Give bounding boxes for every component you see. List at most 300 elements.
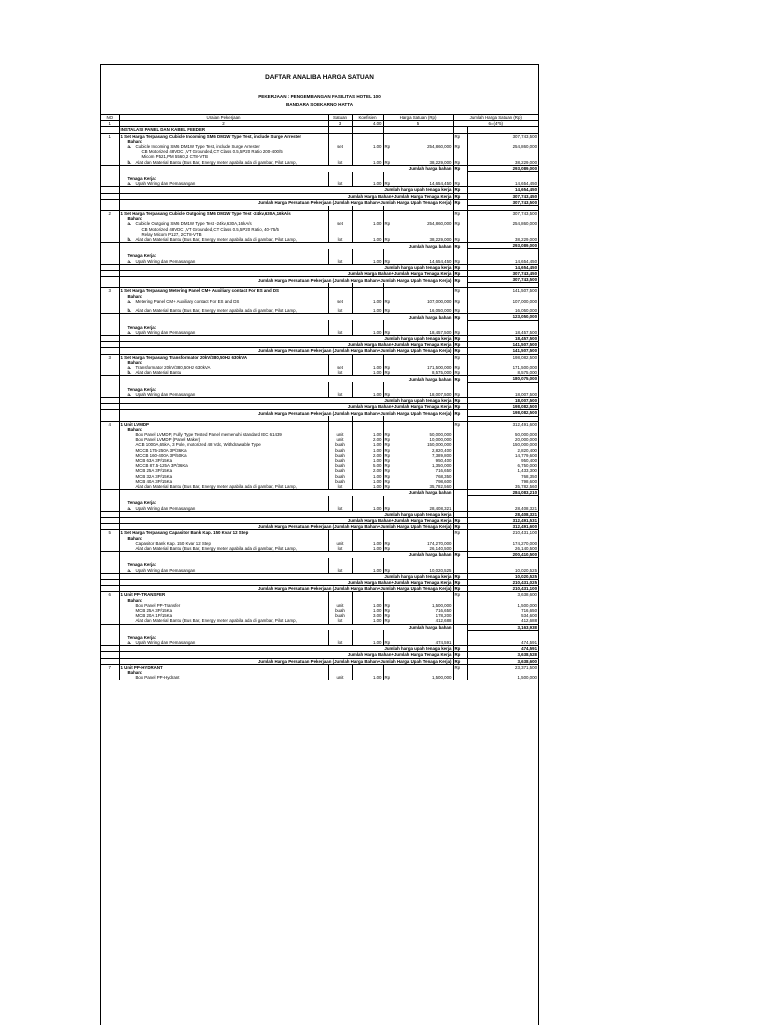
detail-text: CB Motorized 48VDC ,VT Grounded,CT Class 0.5,5P20 Ratio, 40-75/5	[119, 227, 328, 232]
line-total-currency	[453, 675, 467, 680]
price-value: 716,650	[435, 468, 452, 474]
subtotal-label: Jumlah harga bahan	[119, 490, 453, 496]
line-unit: lot	[328, 308, 352, 314]
line-total: 1,500,000	[467, 603, 538, 608]
group-label: Bahan:	[119, 139, 328, 144]
subtotal-value: 10,020,525	[467, 573, 538, 579]
subtotal-label: Jumlah harga upah tenaga kerja	[119, 397, 453, 403]
price-value: 768,350	[435, 473, 452, 479]
subtotal-value: 307,743,450	[467, 193, 538, 199]
price-value: 254,860,000	[427, 221, 452, 227]
table-body	[101, 127, 538, 681]
price-currency: Rp	[384, 483, 391, 489]
price-currency: Rp	[384, 364, 391, 370]
item-currency: Rp	[453, 133, 467, 139]
subtotal-currency: Rp	[453, 264, 467, 270]
price-currency: Rp	[384, 237, 391, 243]
item-description: 1 Set Harga Terpasang Cubicle Outgoing SM6 DM1W Type Test -24kv,630A,16kA/s	[119, 211, 328, 217]
line-text: MCCB 160-400A 3P/50Ka	[135, 452, 187, 458]
subtotal-currency: Rp	[453, 342, 467, 348]
line-total: 534,600	[467, 613, 538, 618]
line-total: 16,050,000	[467, 308, 538, 314]
line-description	[119, 618, 328, 624]
line-coefficient: 2.00	[352, 468, 383, 473]
group-label: Tenaga Kerja:	[119, 387, 328, 392]
line-unit: lot	[328, 392, 352, 398]
line-coefficient: 1.00	[352, 546, 383, 552]
line-total: 18,007,500	[467, 392, 538, 398]
header-jumlah: Jumlah Harga Satuan (Rp)	[453, 115, 538, 121]
line-unit: lot	[328, 546, 352, 552]
item-currency: Rp	[453, 421, 467, 427]
subtotal-label: Jumlah Harga Bahan+Jumlah Harga Tenaga Kerja	[119, 271, 453, 277]
line-coefficient: 1.00	[352, 640, 383, 646]
line-total: 14,654,450	[467, 259, 538, 265]
subtotal-currency: Rp	[453, 518, 467, 524]
price-currency: Rp	[384, 308, 391, 314]
subtotal-label: Jumlah Harga Bahan+Jumlah Harga Tenaga Kerja	[119, 404, 453, 410]
line-description	[119, 546, 328, 552]
line-coefficient: 1.00	[352, 608, 383, 613]
line-text: MCB 40A 3P/15Ka	[135, 478, 173, 484]
subtotal-value: 210,431,025	[467, 580, 538, 586]
group-label: Tenaga Kerja:	[119, 500, 328, 505]
item-number: 7	[101, 664, 119, 670]
line-unit: buah	[328, 458, 352, 463]
item-total: 307,743,500	[467, 211, 538, 217]
item-description: 1 Set Harga Terpasang Transformator 20kV/380,50Hz 630kVA	[119, 354, 328, 360]
subtotal-currency: Rp	[453, 348, 467, 354]
group-label: Bahan:	[119, 598, 328, 603]
subtotal-label: Jumlah Harga Persatuan Pekerjaan (Jumlah Harga Bahan+Jumlah Harga Upah Tenaga Kerja)	[119, 199, 453, 205]
subtotal-label: Jumlah Harga Bahan+Jumlah Harga Tenaga Kerja	[119, 652, 453, 658]
price-currency: Rp	[384, 442, 391, 448]
line-unit: set	[328, 221, 352, 226]
header-col-5: 5	[383, 121, 453, 127]
line-total: 18,457,500	[467, 330, 538, 336]
header-col-3: 3	[328, 121, 352, 127]
line-coefficient: 1.00	[352, 479, 383, 484]
line-total-currency: Rp	[453, 392, 467, 398]
price-value: 18,457,500	[429, 329, 452, 335]
line-total-currency: Rp	[453, 181, 467, 187]
line-unit: lot	[328, 330, 352, 336]
line-unit: lot	[328, 237, 352, 243]
line-text: MCB 25A 3P/15Ka	[135, 468, 173, 474]
line-total: 10,020,525	[467, 568, 538, 574]
price-currency: Rp	[384, 602, 391, 608]
subtotal-currency: Rp	[453, 187, 467, 193]
price-currency: Rp	[384, 258, 391, 264]
item-description: 1 Unit PP-HYDRANT	[119, 664, 328, 670]
line-text: Box Panel PP-Hydrant	[135, 675, 180, 681]
header-col-6: 6=(4*5)	[453, 121, 538, 127]
price-value: 798,600	[435, 478, 452, 484]
header-no: NO	[101, 115, 119, 121]
line-coefficient: 1.00	[352, 675, 383, 680]
line-total: 14,779,600	[467, 453, 538, 458]
line-unit: unit	[328, 437, 352, 442]
line-letter: a.	[127, 329, 132, 335]
subtotal-value: 284,083,210	[467, 490, 538, 496]
line-total-currency: Rp	[453, 221, 467, 226]
item-total: 3,638,600	[467, 592, 538, 598]
item-description: 1 Unit PP-TRANSFER	[119, 592, 328, 598]
item-total: 198,082,500	[467, 354, 538, 360]
price-currency: Rp	[384, 546, 391, 552]
line-coefficient: 1.00	[352, 181, 383, 187]
header-harga-satuan: Harga Satuan (Rp)	[383, 115, 453, 121]
line-unit: lot	[328, 160, 352, 166]
line-unit: lot	[328, 506, 352, 512]
line-text: Upah Wiring dan Pemasangan	[135, 640, 196, 646]
line-text: Box Panel PP-Transfer	[135, 602, 181, 608]
price-currency: Rp	[384, 457, 391, 463]
subtotal-label: Jumlah Harga Persatuan Pekerjaan (Jumlah Harga Bahan+Jumlah Harga Upah Tenaga Kerja)	[119, 586, 453, 592]
price-currency: Rp	[384, 540, 391, 546]
subtotal-value: 198,082,500	[467, 410, 538, 416]
line-coefficient: 1.00	[352, 237, 383, 243]
subtotal-currency: Rp	[453, 335, 467, 341]
item-currency: Rp	[453, 354, 467, 360]
subtotal-value: 3,638,528	[467, 652, 538, 658]
price-value: 10,020,525	[429, 567, 452, 573]
group-label: Bahan:	[119, 670, 328, 675]
subtotal-label: Jumlah harga bahan	[119, 624, 453, 630]
worksheet	[100, 64, 539, 1025]
subtotal-value: 198,082,500	[467, 404, 538, 410]
line-total: 768,350	[467, 474, 538, 479]
line-text: MCB 25A 3P/15Ka	[135, 608, 173, 614]
line-coefficient: 1.00	[352, 144, 383, 149]
subtotal-label: Jumlah Harga Persatuan Pekerjaan (Jumlah Harga Bahan+Jumlah Harga Upah Tenaga Kerja)	[119, 410, 453, 416]
line-total-currency: Rp	[453, 370, 467, 376]
group-label: Bahan:	[119, 216, 328, 221]
line-description	[119, 675, 328, 680]
line-unit: buah	[328, 468, 352, 473]
line-text: Upah Wiring dan Pemasangan	[135, 181, 196, 187]
line-total: 35,782,560	[467, 484, 538, 490]
line-text: Metering Panel CM+ Auxiliary contact For ES and DS	[135, 298, 240, 304]
subtotal-value: 312,491,531	[467, 518, 538, 524]
group-label: Bahan:	[119, 360, 328, 365]
line-text: Box Panel LVMDP, Fully Type Tested Panel memenuhi standard IEC 61439	[135, 431, 282, 437]
subtotal-label: Jumlah Harga Persatuan Pekerjaan (Jumlah Harga Bahan+Jumlah Harga Upah Tenaga Kerja)	[119, 348, 453, 354]
line-item-row	[101, 675, 538, 680]
line-text: Alat dan Material Bantu	[135, 370, 182, 376]
line-total: 28,408,321	[467, 506, 538, 512]
header-satuan: Satuan	[328, 115, 352, 121]
line-description	[119, 308, 328, 314]
subtotal-currency: Rp	[453, 376, 467, 382]
subtotal-label: Jumlah Harga Persatuan Pekerjaan (Jumlah Harga Bahan+Jumlah Harga Upah Tenaga Kerja)	[119, 524, 453, 530]
item-number: 6	[101, 592, 119, 598]
line-total: 798,600	[467, 479, 538, 484]
line-total-currency: Rp	[453, 259, 467, 265]
line-total: 38,229,000	[467, 160, 538, 166]
price-currency: Rp	[384, 463, 391, 469]
line-coefficient: 1.00	[352, 541, 383, 546]
price-currency: Rp	[384, 675, 391, 681]
line-letter: a.	[127, 391, 132, 397]
group-label: Tenaga Kerja:	[119, 253, 328, 258]
subtotal-currency: Rp	[453, 410, 467, 416]
subtotal-value: 293,089,000	[467, 243, 538, 249]
subtotal-value: 180,075,000	[467, 376, 538, 382]
line-coefficient: 1.00	[352, 299, 383, 304]
line-coefficient: 1.00	[352, 330, 383, 336]
price-currency: Rp	[384, 437, 391, 443]
line-letter: a.	[127, 181, 132, 187]
line-total-currency: Rp	[453, 160, 467, 166]
line-coefficient: 1.00	[352, 432, 383, 437]
subtotal-currency: Rp	[453, 243, 467, 249]
price-value: 50,000,000	[429, 431, 452, 437]
line-letter: a.	[127, 567, 132, 573]
subtotal-currency: Rp	[453, 404, 467, 410]
line-letter: b.	[127, 159, 132, 165]
item-description: 1 Set Harga Terpasang Metering Panel CM+ Auxiliary contact For ES and DS	[119, 288, 328, 294]
line-unit: set	[328, 365, 352, 370]
subtotal-label: Jumlah harga bahan	[119, 243, 453, 249]
price-currency: Rp	[384, 567, 391, 573]
line-coefficient: 1.00	[352, 221, 383, 226]
price-currency: Rp	[384, 298, 391, 304]
empty-cell	[101, 675, 119, 680]
line-text: MCB 63A 3P/15Ka	[135, 457, 173, 463]
line-coefficient: 1.00	[352, 370, 383, 376]
line-total: 1,500,000	[467, 675, 538, 680]
detail-text: CB Motorized 48VDC ,VT Grounded,CT Class 0.5,5P20 Ratio 200-400/5	[119, 149, 328, 154]
price-currency: Rp	[384, 329, 391, 335]
item-description: 1 Set Harga Terpasang Cubicle Incoming SM6 DM1W Type Test, include Surge Arrester	[119, 133, 328, 139]
line-coefficient: 1.00	[352, 603, 383, 608]
line-letter: b.	[127, 308, 132, 314]
line-unit: unit	[328, 603, 352, 608]
price-currency: Rp	[384, 221, 391, 227]
subtotal-value: 312,491,600	[467, 524, 538, 530]
group-label: Bahan:	[119, 294, 328, 299]
line-total: 254,860,000	[467, 144, 538, 149]
line-text: Cubicle Incoming SM6 DM1W Type Test, include Surge Arrester	[135, 144, 260, 150]
line-coefficient: 1.00	[352, 568, 383, 574]
item-total: 23,371,500	[467, 664, 538, 670]
subtotal-currency: Rp	[453, 277, 467, 283]
line-text: MCCB 87.5-125A 3P/36Ka	[135, 463, 188, 469]
price-value: 18,007,500	[429, 391, 452, 397]
item-total: 307,743,500	[467, 133, 538, 139]
price-currency: Rp	[384, 391, 391, 397]
line-text: Upah Wiring dan Pemasangan	[135, 329, 196, 335]
line-text: Alat dan Material Bantu (Bus Bar, Energy meter apabila ada di gambar, Pilot Lamp,	[135, 546, 297, 552]
line-total-currency: Rp	[453, 237, 467, 243]
line-unit: buah	[328, 479, 352, 484]
line-letter: a.	[127, 505, 132, 511]
price-value: 7,389,800	[431, 452, 452, 458]
price-currency: Rp	[384, 468, 391, 474]
price-currency: Rp	[384, 618, 391, 624]
price-value: 1,500,000	[431, 602, 452, 608]
subtotal-label: Jumlah harga upah tenaga kerja	[119, 573, 453, 579]
item-description: 1 Unit LVMDP	[119, 421, 328, 427]
price-currency: Rp	[384, 159, 391, 165]
line-coefficient: 1.00	[352, 458, 383, 463]
line-letter: a.	[127, 258, 132, 264]
line-total: 107,000,000	[467, 299, 538, 304]
line-text: Upah Wiring dan Pemasangan	[135, 505, 196, 511]
subtotal-value: 18,457,500	[467, 335, 538, 341]
subtotal-value: 307,743,450	[467, 271, 538, 277]
subtotal-value: 474,591	[467, 646, 538, 652]
price-currency: Rp	[384, 447, 391, 453]
price-value: 412,688	[435, 618, 452, 624]
price-value: 174,270,000	[427, 540, 452, 546]
subtotal-value: 3,638,600	[467, 658, 538, 664]
line-text: Alat dan Material Bantu (Bus Bar, Energy meter apabila ada di gambar, Pilot Lamp,	[135, 618, 297, 624]
subtotal-currency: Rp	[453, 271, 467, 277]
subtotal-value: 14,654,450	[467, 264, 538, 270]
group-label: Bahan:	[119, 536, 328, 541]
line-coefficient: 1.00	[352, 160, 383, 166]
line-unit: buah	[328, 448, 352, 453]
item-number: 3	[101, 288, 119, 294]
price-value: 2,820,400	[431, 447, 452, 453]
line-total: 716,650	[467, 608, 538, 613]
header-koefisien: Koefisien	[352, 115, 383, 121]
line-coefficient: 1.00	[352, 484, 383, 490]
line-text: Cubicle Outgoing SM6 DM1W Type Test -24kv,630A,16kA/s	[135, 221, 252, 227]
line-total-currency: Rp	[453, 144, 467, 149]
line-text: ACB 1000A,65kA, 3 Pole, motorized 48 Vdc, Withdrawable Type	[135, 442, 261, 448]
subtotal-currency: Rp	[453, 586, 467, 592]
location-title: BANDARA SOEKARNO HATTA	[285, 102, 354, 107]
line-text: Alat dan Material Bantu (Bus Bar, Energy meter apabila ada di gambar, Pilot Lamp,	[135, 159, 297, 165]
subtotal-currency: Rp	[453, 193, 467, 199]
subtotal-label: Jumlah Harga Bahan+Jumlah Harga Tenaga Kerja	[119, 580, 453, 586]
subtotal-label: Jumlah harga upah tenaga kerja	[119, 264, 453, 270]
item-currency: Rp	[453, 664, 467, 670]
line-total-currency: Rp	[453, 330, 467, 336]
subtotal-currency: Rp	[453, 165, 467, 171]
price-analysis-table	[101, 114, 538, 680]
subtotal-label: Jumlah Harga Persatuan Pekerjaan (Jumlah Harga Bahan+Jumlah Harga Upah Tenaga Kerja)	[119, 658, 453, 664]
item-number: 1	[101, 133, 119, 139]
subtotal-value: 307,743,500	[467, 199, 538, 205]
subtotal-value: 28,408,321	[467, 511, 538, 517]
price-currency: Rp	[384, 613, 391, 619]
line-letter: a.	[127, 221, 132, 227]
line-total: 6,750,000	[467, 463, 538, 468]
line-unit: set	[328, 299, 352, 304]
group-label: Tenaga Kerja:	[119, 176, 328, 181]
line-total: 50,000,000	[467, 432, 538, 437]
price-value: 107,000,000	[427, 298, 452, 304]
item-currency: Rp	[453, 288, 467, 294]
line-letter: a.	[127, 298, 132, 304]
line-text: Upah Wiring dan Pemasangan	[135, 567, 196, 573]
line-letter: b.	[127, 237, 132, 243]
line-total: 38,229,000	[467, 237, 538, 243]
line-coefficient: 1.00	[352, 259, 383, 265]
subtotal-value: 14,654,450	[467, 187, 538, 193]
subtotal-value: 141,507,500	[467, 342, 538, 348]
subtotal-label: Jumlah harga upah tenaga kerja	[119, 335, 453, 341]
line-text: Alat dan Material Bantu (Bus Bar, Energy meter apabila ada di gambar, Pilot Lamp,	[135, 308, 297, 314]
line-unit: lot	[328, 181, 352, 187]
item-description: 1 Set Harga Terpasang Capasitor Bank Kap. 150 Kvar 12 Step	[119, 530, 328, 536]
item-total: 210,431,100	[467, 530, 538, 536]
line-text: Alat dan Material Bantu (Bus Bar, Energy meter apabila ada di gambar, Pilot Lamp,	[135, 483, 297, 489]
price-value: 38,229,000	[429, 159, 452, 165]
line-unit: lot	[328, 484, 352, 490]
line-text: Upah Wiring dan Pemasangan	[135, 391, 196, 397]
price-value: 10,000,000	[429, 437, 452, 443]
subtotal-value: 3,163,938	[467, 624, 538, 630]
subtotal-currency: Rp	[453, 314, 467, 320]
subtotal-label: Jumlah Harga Bahan+Jumlah Harga Tenaga Kerja	[119, 342, 453, 348]
price-currency: Rp	[384, 640, 391, 646]
price-value: 35,782,560	[429, 483, 452, 489]
subtotal-value: 293,089,000	[467, 165, 538, 171]
price-currency: Rp	[384, 431, 391, 437]
price-value: 26,140,500	[429, 546, 452, 552]
line-unit: unit	[328, 432, 352, 437]
subtotal-label: Jumlah harga upah tenaga kerja	[119, 511, 453, 517]
price-value: 16,050,000	[429, 308, 452, 314]
line-coefficient: 1.00	[352, 365, 383, 370]
line-total-currency: Rp	[453, 299, 467, 304]
subtotal-value: 141,507,500	[467, 348, 538, 354]
subtotal-currency: Rp	[453, 397, 467, 403]
subtotal-label: Jumlah harga upah tenaga kerja	[119, 646, 453, 652]
line-letter: a.	[127, 144, 132, 150]
line-coefficient: 1.00	[352, 308, 383, 314]
item-currency: Rp	[453, 592, 467, 598]
line-text: MCB 20A 1P/15Ka	[135, 613, 173, 619]
header-col-2: 2	[119, 121, 328, 127]
subtotal-currency: Rp	[453, 646, 467, 652]
line-unit: unit	[328, 675, 352, 680]
line-total: 2,820,400	[467, 448, 538, 453]
line-total: 150,000,000	[467, 442, 538, 447]
subtotal-value: 123,050,000	[467, 314, 538, 320]
line-unit: buah	[328, 613, 352, 618]
line-text: MCB 32A 3P/15Ka	[135, 473, 173, 479]
line-unit: buah	[328, 442, 352, 447]
item-currency: Rp	[453, 530, 467, 536]
line-coefficient: 1.00	[352, 618, 383, 624]
group-label: Tenaga Kerja:	[119, 325, 328, 330]
line-total: 174,270,000	[467, 541, 538, 546]
item-number: 2	[101, 211, 119, 217]
line-coefficient: 5.00	[352, 463, 383, 468]
subtotal-currency: Rp	[453, 573, 467, 579]
line-total: 1,433,300	[467, 468, 538, 473]
line-description	[119, 237, 328, 243]
line-coefficient: 1.00	[352, 442, 383, 447]
price-currency: Rp	[384, 473, 391, 479]
line-total-currency: Rp	[453, 365, 467, 370]
subtotal-label: Jumlah Harga Bahan+Jumlah Harga Tenaga Kerja	[119, 193, 453, 199]
header-uraian: Uraian Pekerjaan	[119, 115, 328, 121]
header-col-1: 1	[101, 121, 119, 127]
subtotal-label: Jumlah Harga Bahan+Jumlah Harga Tenaga Kerja	[119, 518, 453, 524]
line-total: 20,000,000	[467, 437, 538, 442]
subtotal-value: 210,431,100	[467, 586, 538, 592]
line-total: 14,654,450	[467, 181, 538, 187]
section-title: INSTALASI PANEL DAN KABEL FEEDER	[119, 127, 328, 133]
line-coefficient: 1.00	[352, 448, 383, 453]
